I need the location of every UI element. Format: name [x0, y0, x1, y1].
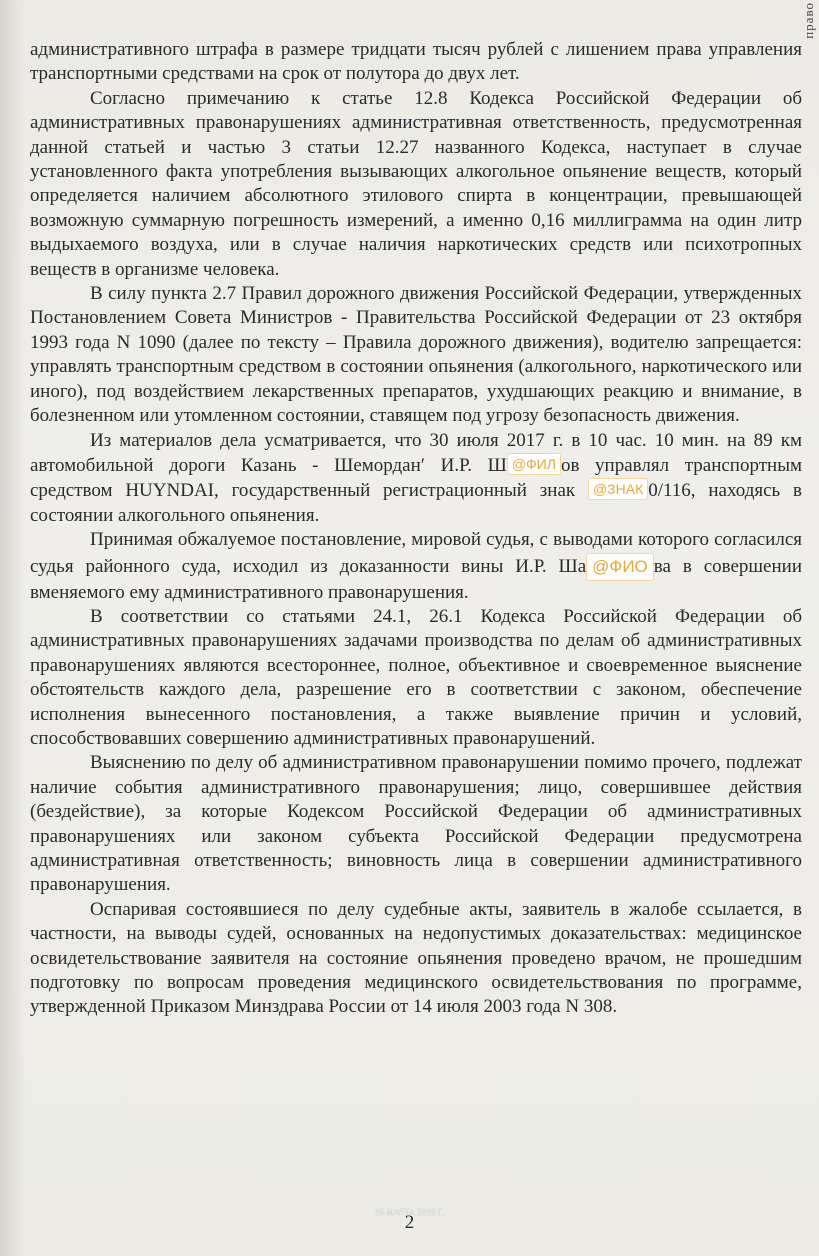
paragraph-5	[30, 528, 802, 605]
paragraph-7: Выяснению по делу об административном правонарушении помимо прочего, подлежат наличие события административного правонарушения; лицо, совершившее действия (бездействие), за которые Кодексом Российской Федерации об административных правонарушениях или законом субъекта Российской Федерации предусмотрена административная ответственность; виновность лица в совершении административного правонарушения.	[30, 752, 802, 896]
paragraph-6: В соответствии со статьями 24.1, 26.1 Кодекса Российской Федерации об административных правонарушениях задачами производства по делам об административных правонарушениях являются всестороннее, полное, объективное и своевременное выяснение обстоятельств каждого дела, разрешение его в соответствии с законом, обеспечение исполнения вынесенного постановления, а также выявление причин и условий, способствовавших совершению административных правонарушений.	[30, 605, 802, 749]
paragraph-4-text-2: ов управлял транспортным средством HUYNDAI, государственный регистрационный знак	[30, 454, 802, 502]
paragraph-5-text-1: Принимая обжалуемое постановление, мировой судья, с выводами которого согласился судья районного суда, исходил из доказанности вины И.Р. Ша	[30, 529, 802, 577]
paragraph-3: В силу пункта 2.7 Правил дорожного движения Российской Федерации, утвержденных Постановлением Совета Министров - Правительства Российской Федерации от 23 октября 1993 года N 1090 (далее по тексту – Правила дорожного движения), водителю запрещается: управлять транспортным средством в состоянии опьянения (алкогольного, наркотического или иного), под воздействием лекарственных препаратов, ухудшающих реакцию и внимание, в болезненном или утомленном состоянии, ставящем под угрозу безопасность движения.	[30, 283, 802, 427]
page-shadow	[0, 0, 26, 1256]
paragraph-5-text-2: ва в совершении вменяемого ему административного правонарушения.	[30, 555, 802, 603]
paragraph-4-text-3: 0/116, находясь в состоянии алкогольного опьянения.	[30, 480, 803, 526]
paragraph-4-text-1: Из материалов дела усматривается, что 30 июля 2017 г. в 10 час. 10 мин. на 89 км автомобильной дороги Казань - Шеморданʹ И.Р. Ш	[30, 429, 802, 476]
page-number: 2	[404, 1212, 415, 1233]
paragraph-8: Оспаривая состоявшиеся по делу судебные акты, заявитель в жалобе ссылается, в частности, на выводы судей, основанных на недопустимых доказательствах: медицинское освидетельствование заявителя на состояние опьянения проведено врачом, не прошедшим подготовку по вопросам проведения медицинского освидетельствования по программе, утвержденной Приказом Минздрава России от 14 июля 2003 года N 308.	[30, 898, 802, 1018]
redaction-tag-fio: @ФИО	[586, 553, 654, 581]
edge-text: право	[801, 2, 816, 39]
redaction-tag-name: @ФИЛ	[507, 453, 561, 475]
paragraph-1: административного штрафа в размере тридцати тысяч рублей с лишением права управления транспортными средствами на срок от полутора до двух лет.	[30, 39, 802, 85]
paragraph-4	[30, 429, 802, 529]
date-stamp: 15 МАРТА 2018 Г.	[374, 1208, 445, 1217]
redaction-tag-plate: @ЗНАК	[588, 478, 648, 500]
document-body	[30, 38, 802, 1020]
paragraph-2: Согласно примечанию к статье 12.8 Кодекса Российской Федерации об административных правонарушениях административная ответственность, предусмотренная данной статьей и частью 3 статьи 12.27 названного Кодекса, наступает в случае установленного факта употребления вызывающих алкогольное опьянение веществ, который определяется наличием абсолютного этилового спирта в концентрации, превышающей возможную суммарную погрешность измерений, а именно 0,16 миллиграмма на один литр выдыхаемого воздуха, или в случае наличия наркотических средств или психотропных веществ в организме человека.	[30, 87, 802, 280]
